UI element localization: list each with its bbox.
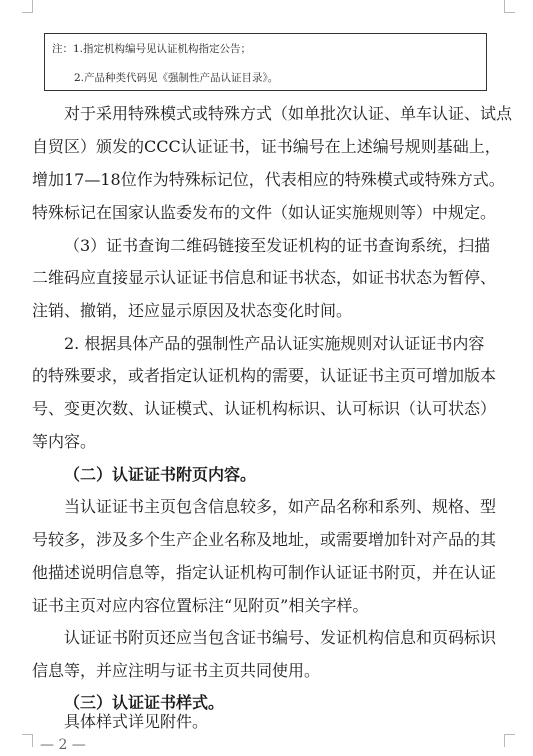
body-line: 增加17—18位作为特殊标记位，代表相应的特殊模式或特殊方式。 [32,170,505,189]
crop-mark-top-left [22,0,33,13]
crop-mark-top-right [504,0,515,13]
body-line: 具体样式详见附件。 [64,712,209,731]
body-line: （3）证书查询二维码链接至发证机构的证书查询系统，扫描 [64,236,491,255]
note-line-1: 注：1.指定机构编号见认证机构指定公告； [52,43,252,55]
page-number: — 2 — [40,737,86,753]
body-line: 号较多，涉及多个生产企业名称及地址，或需要增加针对产品的其 [32,530,497,549]
body-line: 证书主页对应内容位置标注“见附页”相关字样。 [32,596,369,615]
section-heading: （三）认证证书样式。 [64,693,225,712]
note-box [44,33,487,91]
body-line: 号、变更次数、认证模式、认证机构标识、认可标识（认可状态） [32,399,497,418]
body-line: 特殊标记在国家认监委发布的文件（如认证实施规则等）中规定。 [32,203,497,222]
crop-mark-bottom-right [504,734,515,747]
body-line: 自贸区）颁发的CCC认证证书，证书编号在上述编号规则基础上， [32,137,501,156]
note-line-2: 2.产品种类代码见《强制性产品认证目录》。 [74,72,279,84]
body-line: 的特殊要求，或者指定认证机构的需要，认证证书主页可增加版本 [32,366,497,385]
body-line: 信息等，并应注明与证书主页共同使用。 [32,661,321,680]
crop-mark-bottom-left [22,734,33,747]
body-line: 他描述说明信息等，指定认证机构可制作认证证书附页，并在认证 [32,563,497,582]
body-line: 当认证证书主页包含信息较多，如产品名称和系列、规格、型 [64,497,497,516]
body-line: 等内容。 [32,432,97,451]
body-line: 二维码应直接显示认证证书信息和证书状态，如证书状态为暂停、 [32,268,497,287]
body-line: 2. 根据具体产品的强制性产品认证实施规则对认证证书内容 [64,334,485,353]
body-line: 注销、撤销，还应显示原因及状态变化时间。 [32,301,353,320]
section-heading: （二）认证证书附页内容。 [64,465,257,484]
body-line: 对于采用特殊模式或特殊方式（如单批次认证、单车认证、试点 [64,104,513,123]
body-line: 认证证书附页还应当包含证书编号、发证机构信息和页码标识 [64,628,497,647]
